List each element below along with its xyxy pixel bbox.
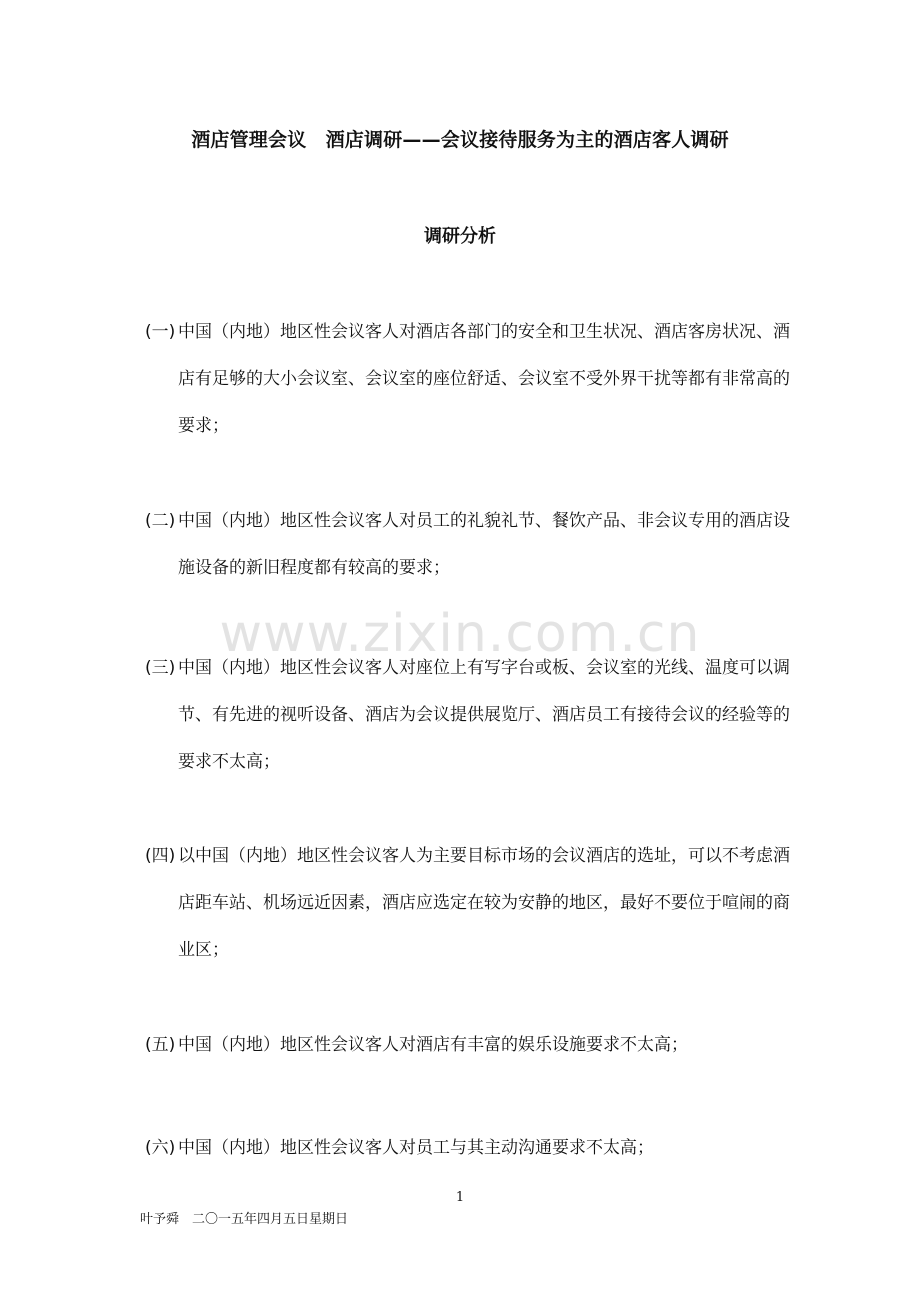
document-subtitle: 调研分析 [424,226,496,247]
item-number: (三) [145,658,176,678]
item-text: 中国（内地）地区性会议客人对员工与其主动沟通要求不太高； [178,1138,654,1158]
item-text: 中国（内地）地区性会议客人对酒店有丰富的娱乐设施要求不太高； [178,1035,688,1055]
document-title: 酒店管理会议 酒店调研——会议接待服务为主的酒店客人调研 [191,129,729,151]
item-text: 中国（内地）地区性会议客人对员工的礼貌礼节、餐饮产品、非会议专用的酒店设施设备的新旧程度都有较高的要求； [178,511,790,578]
list-item [145,498,790,592]
item-text: 中国（内地）地区性会议客人对酒店各部门的安全和卫生状况、酒店客房状况、酒店有足够的大小会议室、会议室的座位舒适、会议室不受外界干扰等都有非常高的要求； [178,322,790,436]
page-number: 1 [455,1190,465,1205]
list-item [145,645,790,786]
item-text: 中国（内地）地区性会议客人对座位上有写字台或板、会议室的光线、温度可以调节、有先进的视听设备、酒店为会议提供展览厅、酒店员工有接待会议的经验等的要求不太高； [178,658,790,772]
item-number: (一) [145,322,176,342]
list-item [145,833,790,974]
footer-text: 叶予舜 二〇一五年四月五日星期日 [140,1212,349,1227]
list-item [145,1022,790,1069]
item-number: (二) [145,511,176,531]
item-number: (四) [145,846,176,866]
list-item [145,1125,790,1172]
list-item [145,309,790,450]
item-number: (五) [145,1035,176,1055]
watermark: www.zixin.com.cn [219,604,701,664]
item-number: (六) [145,1138,176,1158]
item-text: 以中国（内地）地区性会议客人为主要目标市场的会议酒店的选址，可以不考虑酒店距车站、机场远近因素，酒店应选定在较为安静的地区，最好不要位于喧闹的商业区； [178,846,790,960]
